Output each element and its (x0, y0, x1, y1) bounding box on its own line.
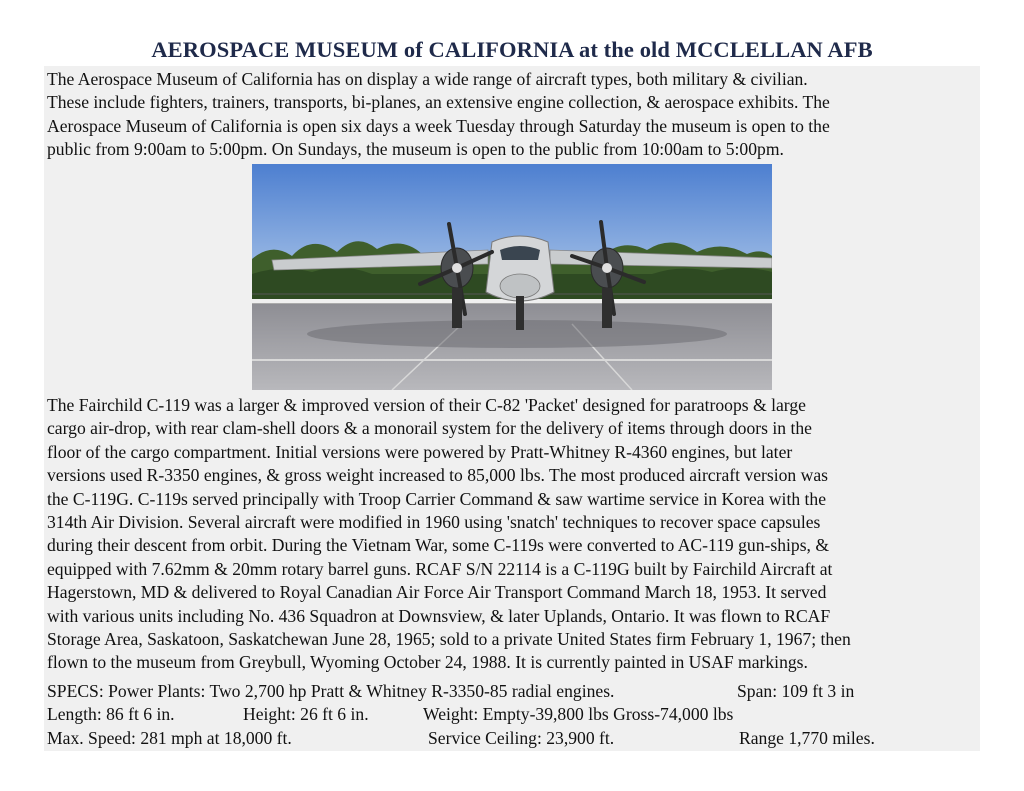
description-line: flown to the museum from Greybull, Wyoming October 24, 1988. It is currently painted in USAF markings. (47, 652, 808, 673)
spec-power-plants: SPECS: Power Plants: Two 2,700 hp Pratt & Whitney R-3350-85 radial engines. (47, 681, 615, 701)
c119-description (47, 394, 851, 675)
intro-line: Aerospace Museum of California is open six days a week Tuesday through Saturday the museum is open to the (47, 115, 830, 136)
description-line: equipped with 7.62mm & 20mm rotary barrel guns. RCAF S/N 22114 is a C-119G built by Fairchild Aircraft at (47, 558, 833, 579)
aircraft-photo (252, 164, 772, 390)
aircraft-nose (500, 274, 540, 298)
right-spinner (602, 263, 612, 273)
intro-line: These include fighters, trainers, transports, bi-planes, an extensive engine collection, & aerospace exhibits. The (47, 92, 830, 113)
right-gear (602, 288, 612, 328)
description-line: The Fairchild C-119 was a larger & improved version of their C-82 'Packet' designed for paratroops & large (47, 395, 806, 415)
left-spinner (452, 263, 462, 273)
description-line: versions used R-3350 engines, & gross weight increased to 85,000 lbs. The most produced aircraft version was (47, 465, 828, 486)
spec-length: Length: 86 ft 6 in. (47, 704, 175, 725)
spec-weight: Weight: Empty-39,800 lbs Gross-74,000 lbs (423, 704, 734, 725)
intro-paragraph (47, 68, 830, 162)
description-line: floor of the cargo compartment. Initial versions were powered by Pratt-Whitney R-4360 engines, but later (47, 441, 793, 462)
left-gear (452, 288, 462, 328)
description-line: 314th Air Division. Several aircraft were modified in 1960 using 'snatch' techniques to recover space capsules (47, 512, 821, 533)
intro-line: The Aerospace Museum of California has on display a wide range of aircraft types, both military & civilian. (47, 69, 808, 89)
description-line: Storage Area, Saskatoon, Saskatchewan June 28, 1965; sold to a private United States firm February 1, 1967; then (47, 629, 851, 650)
nose-gear (516, 296, 524, 330)
description-line: Hagerstown, MD & delivered to Royal Canadian Air Force Air Transport Command March 18, 1953. It served (47, 582, 827, 603)
cockpit-window (500, 246, 540, 260)
description-line: the C-119G. C-119s served principally with Troop Carrier Command & saw wartime service in Korea with the (47, 488, 827, 509)
spec-range: Range 1,770 miles. (739, 727, 875, 748)
spec-height: Height: 26 ft 6 in. (243, 704, 369, 725)
spec-span: Span: 109 ft 3 in (737, 681, 855, 701)
spec-max-speed: Max. Speed: 281 mph at 18,000 ft. (47, 727, 292, 748)
description-line: with various units including No. 436 Squadron at Downsview, & later Uplands, Ontario. It was flown to RCAF (47, 605, 831, 626)
spec-service-ceiling: Service Ceiling: 23,900 ft. (428, 727, 615, 748)
description-line: during their descent from orbit. During the Vietnam War, some C-119s were converted to AC-119 gun-ships, & (47, 535, 830, 556)
c119-aircraft-image (252, 164, 772, 390)
intro-line: public from 9:00am to 5:00pm. On Sundays, the museum is open to the public from 10:00am to 5:00pm. (47, 139, 784, 160)
description-line: cargo air-drop, with rear clam-shell doors & a monorail system for the delivery of items through doors in the (47, 418, 812, 439)
page-title: AEROSPACE MUSEUM of CALIFORNIA at the old MCCLELLAN AFB (151, 37, 873, 62)
